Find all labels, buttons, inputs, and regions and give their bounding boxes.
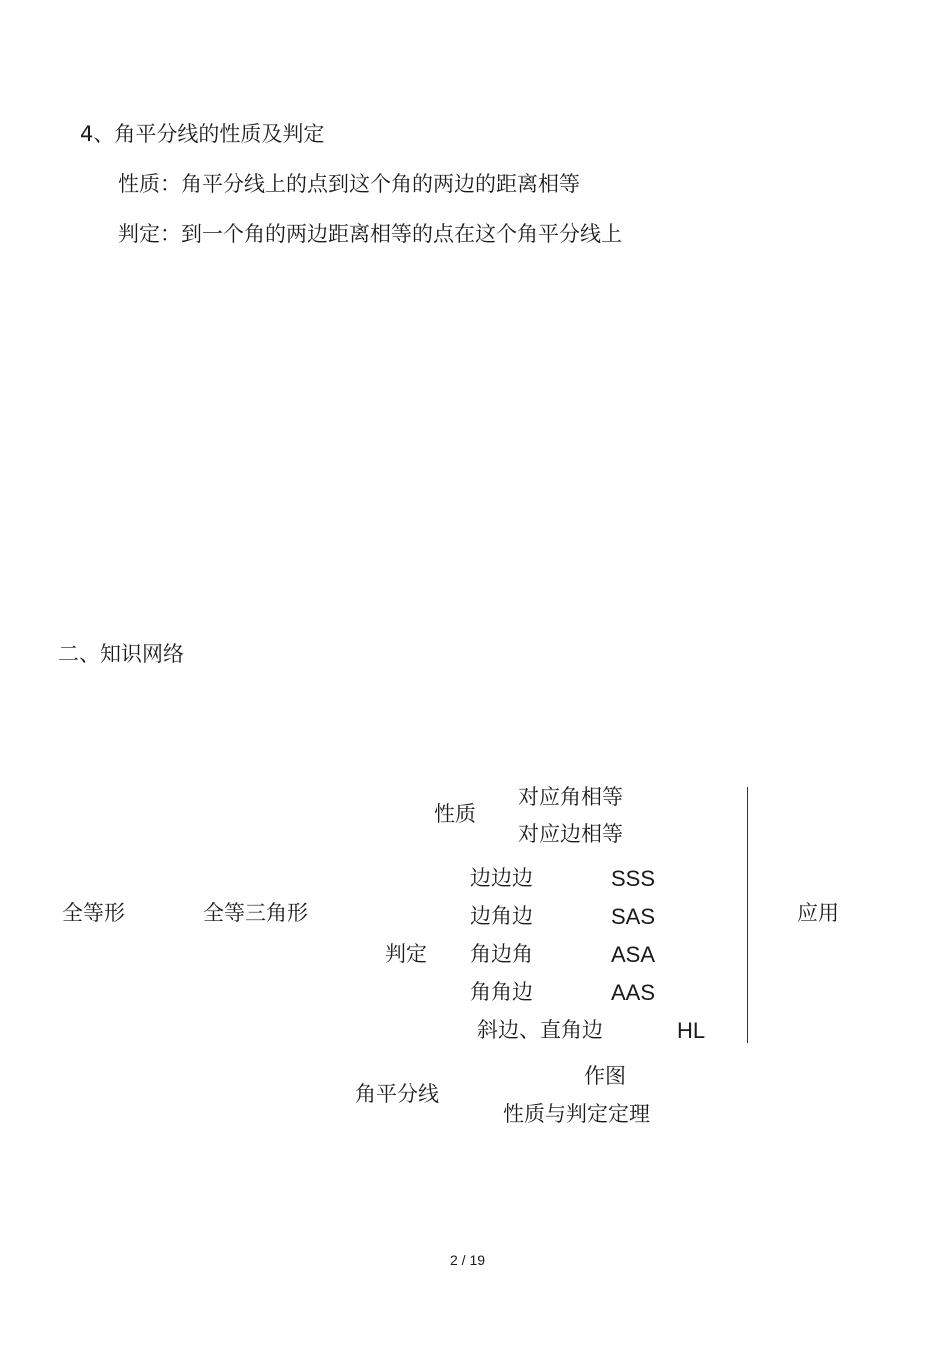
page-number: 2 / 19 xyxy=(450,1252,486,1268)
node-angle-bisector: 角平分线 xyxy=(355,1082,439,1106)
bisector-property-text: 性质：角平分线上的点到这个角的两边的距离相等 xyxy=(118,172,580,196)
node-congruent-figures: 全等形 xyxy=(62,901,125,925)
criterion-code: SSS xyxy=(611,866,656,891)
node-properties-label: 性质 xyxy=(434,802,476,826)
criterion-name: 边角边 xyxy=(470,904,533,928)
criterion-code: HL xyxy=(677,1018,706,1043)
criterion-name: 角角边 xyxy=(470,980,533,1004)
node-application: 应用 xyxy=(797,901,839,925)
criterion-code: ASA xyxy=(611,942,656,967)
property-item: 对应角相等 xyxy=(518,785,623,809)
criterion-name: 斜边、直角边 xyxy=(477,1018,603,1042)
bisector-item: 性质与判定定理 xyxy=(503,1102,650,1126)
criterion-code: AAS xyxy=(611,980,656,1005)
property-item: 对应边相等 xyxy=(518,822,623,846)
node-congruent-triangles: 全等三角形 xyxy=(203,901,308,925)
bisector-criterion-text: 判定：到一个角的两边距离相等的点在这个角平分线上 xyxy=(118,222,622,246)
criterion-name: 角边角 xyxy=(470,942,533,966)
node-criteria-label: 判定 xyxy=(385,942,427,966)
divider-line xyxy=(747,787,748,1043)
section-heading-4: 4、角平分线的性质及判定 xyxy=(80,122,325,146)
bisector-item: 作图 xyxy=(584,1064,626,1088)
criterion-name: 边边边 xyxy=(470,866,533,890)
criterion-code: SAS xyxy=(611,904,656,929)
section-heading-network: 二、知识网络 xyxy=(58,642,184,666)
